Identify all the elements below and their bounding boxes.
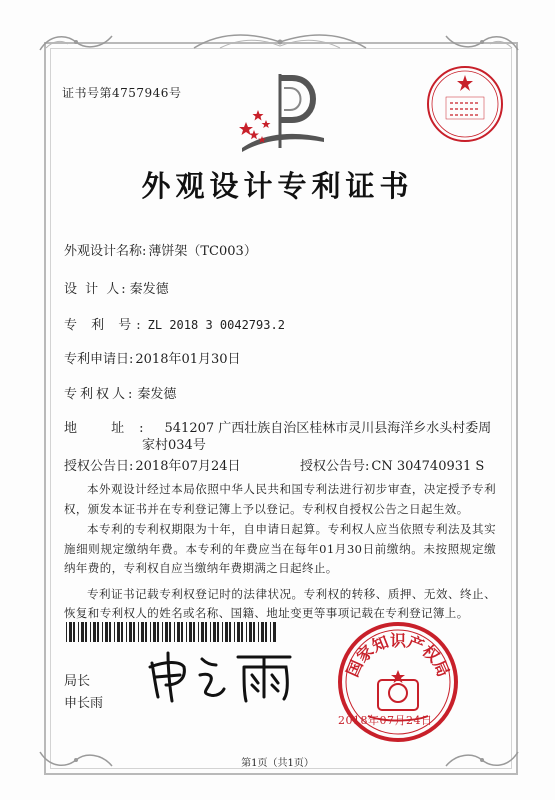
barcode-bar [241, 622, 243, 642]
top-center-ornament [190, 30, 370, 54]
patent-number-row [64, 314, 285, 333]
filing-date-value: 2018年01月30日 [135, 352, 241, 367]
barcode-bar [141, 622, 144, 642]
patentee-value: 秦发德 [137, 387, 177, 402]
barcode-bar [138, 622, 139, 642]
barcode-bar [258, 622, 259, 642]
body-paragraph-3: 专利证书记载专利权登记时的法律状况。专利权的转移、质押、无效、终止、恢复和专利权人的姓名或名称、国籍、地址变更等事项记载在专利登记簿上。 [64, 586, 496, 620]
director-name: 申长雨 [64, 696, 104, 711]
design-name-row [64, 240, 257, 259]
filing-date-label: 专利申请日: [64, 352, 134, 367]
barcode-bar [174, 622, 175, 642]
address-row [64, 417, 491, 436]
barcode-bar [121, 622, 123, 642]
barcode-bar [189, 622, 192, 642]
barcode-bar [66, 622, 67, 642]
barcode-bar [105, 622, 108, 642]
barcode-bar [237, 622, 240, 642]
designer-value: 秦发德 [129, 282, 169, 297]
barcode-bar [165, 622, 168, 642]
body-paragraph-1: 本外观设计经过本局依照中华人民共和国专利法进行初步审查，决定授予专利权，颁发本证书并在专利登记簿上予以登记。专利权自授权公告之日起生效。 [64, 482, 496, 516]
barcode-bar [234, 622, 235, 642]
tax-stamp-seal [424, 63, 506, 145]
barcode-bar [246, 622, 247, 642]
grant-number-row [300, 455, 484, 474]
barcode-bar [78, 622, 79, 642]
barcode-bar [181, 622, 183, 642]
barcode-bar [133, 622, 135, 642]
barcode-bar [201, 622, 204, 642]
certificate-number: 证书号第4757946号 [62, 86, 182, 100]
barcode-bar [253, 622, 255, 642]
design-name-label: 外观设计名称: [64, 244, 147, 259]
page-title: 外观设计专利证书 [141, 169, 414, 203]
barcode-icon [66, 622, 278, 642]
barcode-bar [225, 622, 228, 642]
barcode-bar [162, 622, 163, 642]
barcode-bar [213, 622, 216, 642]
big-seal-text: 国家知识产权局 [342, 631, 454, 680]
barcode-bar [177, 622, 180, 642]
barcode-bar [186, 622, 187, 642]
barcode-bar [222, 622, 223, 642]
barcode-bar [169, 622, 171, 642]
barcode-bar [265, 622, 267, 642]
designer-label: 设 计 人: [64, 282, 128, 297]
corner-ornament-top-left [36, 30, 116, 54]
barcode-bar [157, 622, 159, 642]
barcode-bar [81, 622, 84, 642]
barcode-bar [145, 622, 147, 642]
patent-number-label: 专 利 号: [64, 318, 146, 333]
grant-number-label: 授权公告号: [300, 459, 370, 474]
barcode-bar [126, 622, 127, 642]
barcode-bar [210, 622, 211, 642]
barcode-bar [217, 622, 219, 642]
filing-date-row [64, 348, 241, 367]
barcode-bar [270, 622, 271, 642]
barcode-bar [117, 622, 120, 642]
barcode-bar [205, 622, 207, 642]
address-label: 地 址: [64, 421, 159, 436]
director-title: 局长 [64, 674, 91, 689]
seal-date: 2018年07月24日 [338, 714, 433, 727]
barcode-bar [261, 622, 264, 642]
page-number: 第1页（共1页） [241, 758, 314, 769]
barcode-bar [150, 622, 151, 642]
barcode-bar [273, 622, 276, 642]
patentee-label: 专利权人: [64, 387, 136, 402]
cnipa-logo-icon [232, 68, 332, 160]
barcode-bar [193, 622, 195, 642]
cnipa-official-seal [328, 618, 468, 748]
barcode-bar [97, 622, 99, 642]
barcode-bar [85, 622, 87, 642]
designer-row [64, 278, 169, 297]
barcode-bar [93, 622, 96, 642]
barcode-bar [73, 622, 75, 642]
director-signature [140, 645, 305, 705]
barcode-bar [198, 622, 199, 642]
barcode-bar [90, 622, 91, 642]
certificate-body [64, 480, 496, 624]
barcode-bar [229, 622, 231, 642]
design-name-value: 薄饼架（TC003） [148, 244, 257, 259]
address-line-2: 家村034号 [142, 438, 206, 453]
grant-date-value: 2018年07月24日 [135, 459, 241, 474]
barcode-bar [129, 622, 132, 642]
grant-date-row [64, 455, 241, 474]
barcode-bar [102, 622, 103, 642]
address-line-1: 541207 广西壮族自治区桂林市灵川县海洋乡水头村委周 [164, 421, 492, 436]
barcode-bar [153, 622, 156, 642]
barcode-bar [109, 622, 111, 642]
grant-date-label: 授权公告日: [64, 459, 134, 474]
barcode-bar [114, 622, 115, 642]
barcode-bar [69, 622, 72, 642]
patentee-row [64, 383, 176, 402]
patent-number-value: ZL 2018 3 0042793.2 [147, 318, 285, 332]
corner-ornament-top-right [442, 30, 522, 54]
barcode-bar [249, 622, 252, 642]
grant-number-value: CN 304740931 S [371, 459, 485, 474]
body-paragraph-2: 本专利的专利权期限为十年，自申请日起算。专利权人应当依照专利法及其实施细则规定缴纳年费。本专利的年费应当在每年01月30日前缴纳。未按照规定缴纳年费的，专利权自应当缴纳年费期满之日起终止。 [64, 522, 496, 575]
